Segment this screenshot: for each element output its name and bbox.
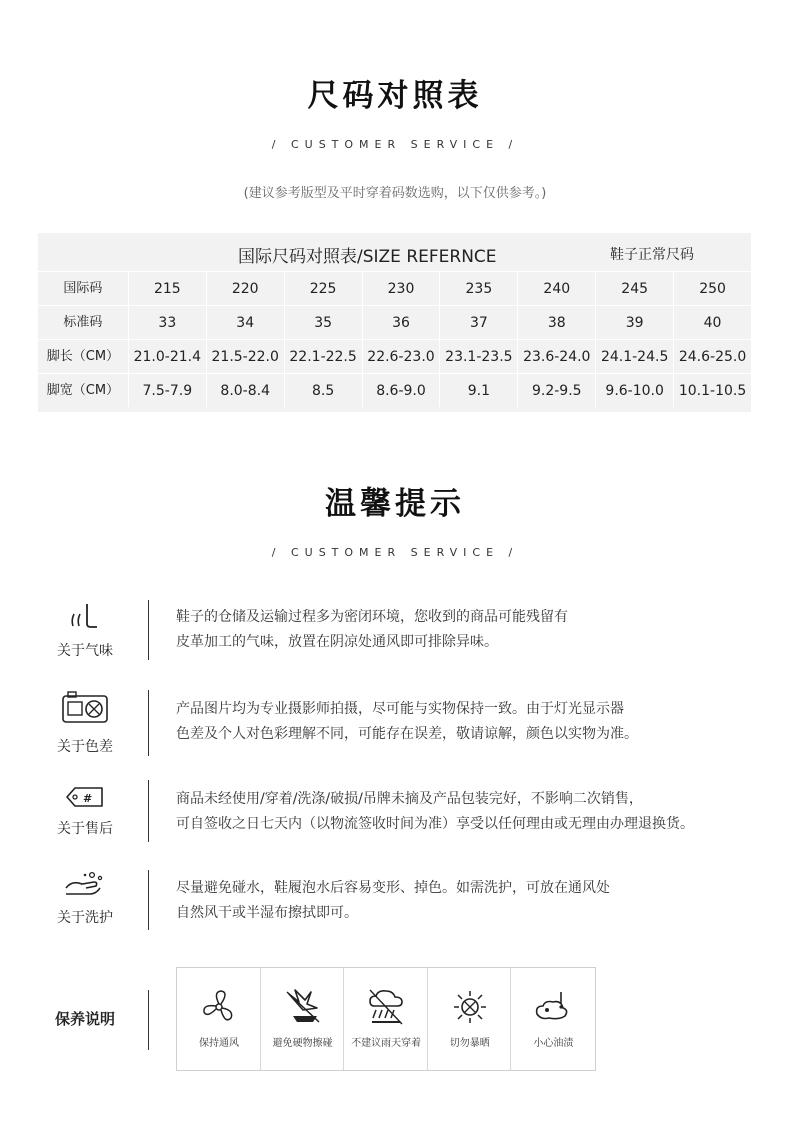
size-cell: 220 <box>206 271 284 305</box>
size-cell: 240 <box>517 271 595 305</box>
care-divider <box>148 990 149 1050</box>
tip-label-wash: 关于洗护 <box>57 910 113 926</box>
size-cell: 235 <box>439 271 517 305</box>
size-table <box>38 233 751 412</box>
tip-text-wash: 尽量避免碰水，鞋履泡水后容易变形、掉色。如需洗护，可放在通风处 自然风干或半湿布擦拭即可。 <box>176 880 610 921</box>
tip-divider <box>148 870 149 930</box>
tag-icon <box>50 786 120 808</box>
care-item-sun <box>428 968 512 1070</box>
care-caption: 切勿暴晒 <box>449 1038 490 1049</box>
size-chart-note: (建议参考版型及平时穿着码数选购，以下仅供参考。) <box>243 186 547 201</box>
size-cell: 9.2-9.5 <box>517 373 595 407</box>
size-table-header <box>38 233 751 271</box>
size-table-row <box>38 373 751 407</box>
tip-label-color: 关于色差 <box>57 739 113 755</box>
care-caption: 不建议雨天穿着 <box>351 1038 422 1049</box>
size-cell: 21.0-21.4 <box>128 339 206 373</box>
size-cell: 230 <box>362 271 440 305</box>
size-cell: 7.5-7.9 <box>128 373 206 407</box>
size-table-title: 国际尺码对照表/SIZE REFERNCE <box>238 247 497 267</box>
care-panel <box>176 967 596 1071</box>
size-table-right-label: 鞋子正常尺码 <box>610 247 694 263</box>
size-cell: 35 <box>284 305 362 339</box>
size-cell: 215 <box>128 271 206 305</box>
tips-title: 温馨提示 <box>325 486 465 522</box>
size-cell: 10.1-10.5 <box>673 373 751 407</box>
care-item-rain <box>344 968 428 1070</box>
tip-text-smell: 鞋子的仓储及运输过程多为密闭环境，您收到的商品可能残留有 皮革加工的气味，放置在阴凉处通风即可排除异味。 <box>176 609 568 650</box>
tip-divider <box>148 780 149 842</box>
tip-label-smell: 关于气味 <box>57 643 113 659</box>
care-item-scrape <box>261 968 345 1070</box>
size-row-label: 脚长（CM） <box>38 339 128 373</box>
sun-icon <box>450 988 490 1026</box>
rain-icon <box>366 988 406 1026</box>
size-cell: 38 <box>517 305 595 339</box>
size-cell: 9.1 <box>439 373 517 407</box>
size-cell: 37 <box>439 305 517 339</box>
care-item-oil <box>511 968 595 1070</box>
size-cell: 40 <box>673 305 751 339</box>
size-cell: 8.5 <box>284 373 362 407</box>
size-cell: 21.5-22.0 <box>206 339 284 373</box>
tip-divider <box>148 690 149 756</box>
svg-text:#: # <box>83 792 93 805</box>
care-caption: 避免硬物擦碰 <box>272 1038 333 1049</box>
size-row-label: 脚宽（CM） <box>38 373 128 407</box>
tip-text-color: 产品图片均为专业摄影师拍摄，尽可能与实物保持一致。由于灯光显示器 色差及个人对色彩理解不同，可能存在误差，敬请谅解，颜色以实物为准。 <box>176 701 638 742</box>
size-cell: 24.1-24.5 <box>595 339 673 373</box>
size-cell: 9.6-10.0 <box>595 373 673 407</box>
smell-icon <box>50 600 120 630</box>
size-cell: 250 <box>673 271 751 305</box>
care-item-ventilate <box>177 968 261 1070</box>
size-cell: 23.6-24.0 <box>517 339 595 373</box>
size-row-label: 国际码 <box>38 271 128 305</box>
size-cell: 22.6-23.0 <box>362 339 440 373</box>
size-cell: 33 <box>128 305 206 339</box>
size-cell: 39 <box>595 305 673 339</box>
size-cell: 8.0-8.4 <box>206 373 284 407</box>
size-cell: 36 <box>362 305 440 339</box>
size-cell: 34 <box>206 305 284 339</box>
size-chart-subtitle: / CUSTOMER SERVICE / <box>271 138 519 151</box>
wash-icon <box>50 870 120 900</box>
care-caption: 保持通风 <box>199 1038 239 1049</box>
oil-icon <box>533 988 573 1026</box>
care-label: 保养说明 <box>54 1010 115 1028</box>
size-cell: 225 <box>284 271 362 305</box>
tip-label-aftersale: 关于售后 <box>57 821 113 837</box>
size-table-row <box>38 305 751 339</box>
size-table-row <box>38 271 751 305</box>
size-cell: 23.1-23.5 <box>439 339 517 373</box>
camera-icon <box>50 690 120 724</box>
tips-subtitle: / CUSTOMER SERVICE / <box>271 546 519 559</box>
care-caption: 小心油渍 <box>533 1038 574 1049</box>
tip-divider <box>148 600 149 660</box>
size-row-label: 标准码 <box>38 305 128 339</box>
fan-icon <box>199 988 239 1026</box>
size-cell: 24.6-25.0 <box>673 339 751 373</box>
size-table-row <box>38 339 751 373</box>
tip-text-aftersale: 商品未经使用/穿着/洗涤/破损/吊牌未摘及产品包装完好，不影响二次销售， 可自签收之日七天内（以物流签收时间为准）享受以任何理由或无理由办理退换货。 <box>176 791 694 832</box>
size-cell: 245 <box>595 271 673 305</box>
size-cell: 22.1-22.5 <box>284 339 362 373</box>
size-chart-title: 尺码对照表 <box>307 78 483 114</box>
scrape-icon <box>283 988 323 1026</box>
size-cell: 8.6-9.0 <box>362 373 440 407</box>
